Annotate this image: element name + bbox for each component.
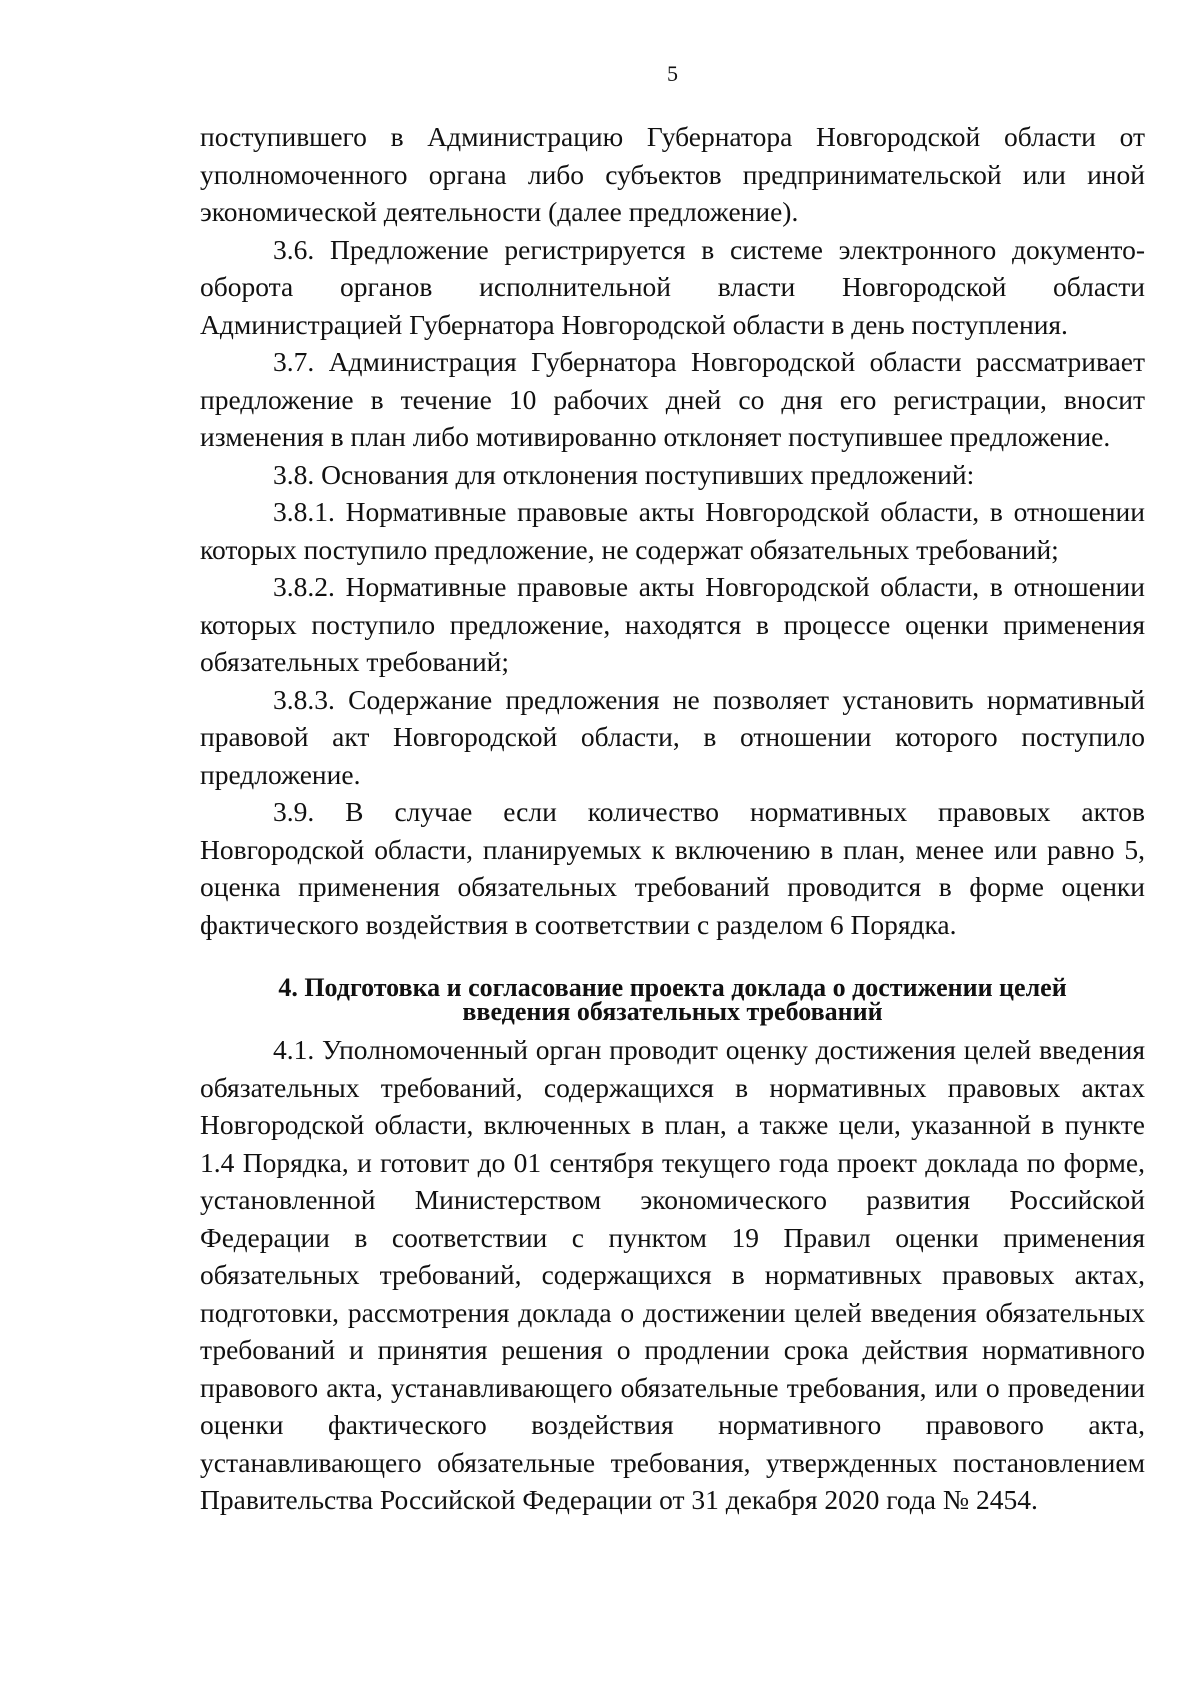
paragraph-4-1: 4.1. Уполномоченный орган проводит оценку достижения целей введения обязательных требований, содержащихся в нормативных правовых актах Новгородской области, включенных в план, а также цели, указанной в пункте 1.4 Порядка, и готовит до 01 сентября текущего года проект доклада по форме, установленной Министерством экономического развития Российской Федерации в соответствии с пунктом 19 Правил оценки применения обязательных требований, содержащихся в нормативных правовых актах, подготовки, рассмотрения доклада о достижении целей введения обязательных требований и принятия решения о продлении срока действия нормативного правового акта, устанавливающего обязательные требования, или о проведении оценки фактического воздействия нормативного правового акта, устанавливающего обязательные требования, утвержденных постановлением Правительства Российской Федерации от 31 декабря 2020 года № 2454. — [200, 1034, 1145, 1515]
paragraph-3-6: 3.6. Предложение регистрируется в системе электронного документо-оборота органов исполнительной власти Новгородской области Администрацией Губернатора Новгородской области в день поступления. — [200, 233, 1145, 340]
paragraph-3-9: 3.9. В случае если количество нормативных правовых актов Новгородской области, планируемых к включению в план, менее или равно 5, оценка применения обязательных требований проводится в форме оценки фактического воздействия в соответствии с разделом 6 Порядка. — [200, 796, 1145, 940]
paragraph-3-8-1: 3.8.1. Нормативные правовые акты Новгородской области, в отношении которых поступило предложение, не содержат обязательных требований; — [200, 496, 1145, 565]
paragraph-3-8: 3.8. Основания для отклонения поступивших предложений: — [273, 458, 975, 490]
page-number: 5 — [667, 61, 678, 86]
paragraph-3-7: 3.7. Администрация Губернатора Новгородской области рассматривает предложение в течение 10 рабочих дней со дня его регистрации, вносит изменения в план либо мотивированно отклоняет поступившее предложение. — [200, 346, 1145, 452]
paragraph-3-8-3: 3.8.3. Содержание предложения не позволяет установить нормативный правовой акт Новгородской области, в отношении которого поступило предложение. — [200, 683, 1145, 790]
paragraph-continuation: поступившего в Администрацию Губернатора Новгородской области от уполномоченного органа либо субъектов предпринимательской или иной экономической деятельности (далее предложение). — [200, 121, 1145, 227]
body-text — [200, 118, 1145, 943]
section-heading: 4. Подготовка и согласование проекта доклада о достижении целей введения обязательных требований — [278, 973, 1067, 1026]
paragraph-3-8-2: 3.8.2. Нормативные правовые акты Новгородской области, в отношении которых поступило предложение, находятся в процессе оценки применения обязательных требований; — [200, 571, 1145, 677]
body-text-section-4 — [200, 1031, 1145, 1519]
